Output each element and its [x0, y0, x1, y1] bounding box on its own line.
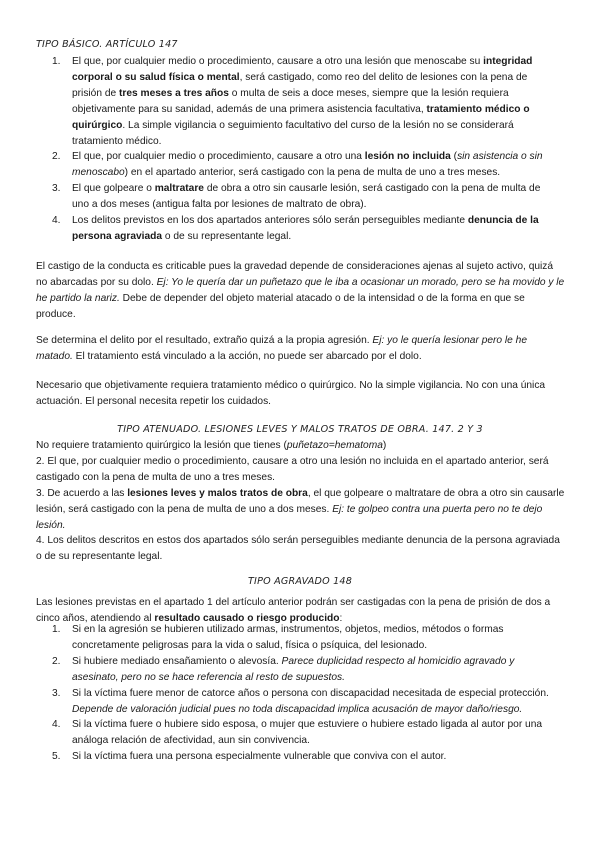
- text-run: Necesario que objetivamente requiera tratamiento médico o quirúrgico. No la simple vigilancia. No con una única actuación. El personal necesita repetir los cuidados.: [36, 380, 546, 407]
- text-run: 3. De acuerdo a las: [36, 487, 128, 499]
- atenuado-line: [36, 438, 566, 454]
- commentary-paragraph: [36, 259, 566, 323]
- atenuado-body: [36, 438, 566, 565]
- italic-text: Ej: te golpeo contra una puerta pero no te dejo lesión.: [36, 503, 543, 531]
- list-item: [36, 181, 548, 213]
- text-run: El tratamiento está vinculado a la acción, no puede ser abarcado por el dolo.: [72, 350, 422, 362]
- italic-text: Depende de valoración judicial pues no toda discapacidad implica acusación de mayor daño/riesgo.: [72, 703, 523, 715]
- list-item: [36, 149, 548, 181]
- list-number: 1.: [52, 56, 61, 67]
- text-run: El que, por cualquier medio o procedimiento, causare a otro una lesión que menoscabe su: [72, 56, 484, 67]
- list-item: [36, 749, 558, 765]
- list-item: [36, 622, 558, 654]
- text-run: Las lesiones previstas en el apartado 1 del artículo anterior podrán ser castigadas con la pena de prisión de dos a cinco años, atendiendo al: [36, 597, 551, 624]
- section-heading-basico: TIPO BÁSICO. ARTÍCULO 147: [36, 39, 178, 50]
- atenuado-line: [36, 486, 566, 534]
- text-run: , será castigado, como reo del delito de lesiones con la pena de prisión de: [72, 71, 528, 99]
- list-number: 1.: [52, 624, 61, 635]
- italic-text: puñetazo=hematoma: [286, 440, 383, 451]
- text-run: El que golpeare o: [72, 183, 155, 195]
- bold-text: lesiones leves y malos tratos de obra: [127, 487, 308, 499]
- text-run: o de su representante legal.: [162, 230, 292, 242]
- list-item: [36, 213, 548, 245]
- bold-text: integridad corporal o su salud física o mental: [72, 56, 533, 83]
- commentary-paragraph: [36, 378, 558, 410]
- list-number: 4.: [52, 215, 61, 227]
- text-run: Se determina el delito por el resultado, extraño quizá a la propia agresión.: [36, 335, 373, 346]
- text-run: de obra a otro sin causarle lesión, será castigado con la pena de multa de uno a dos meses (antigua falta por lesiones de maltrato de obra).: [72, 183, 541, 211]
- bold-text: maltratare: [154, 183, 204, 195]
- article-148-list: [36, 622, 558, 765]
- text-run: (: [450, 151, 458, 163]
- text-run: Si la víctima fuera una persona especialmente vulnerable que conviva con el autor.: [72, 751, 447, 763]
- text-run: :: [339, 612, 343, 624]
- bold-text: tratamiento médico o quirúrgico: [72, 103, 530, 131]
- list-number: 3.: [52, 687, 61, 699]
- text-run: . La simple vigilancia o seguimiento facultativo del curso de la lesión no se considerará tratamiento médico.: [72, 119, 514, 147]
- text-run: Si hubiere mediado ensañamiento o alevosía.: [72, 655, 282, 667]
- text-run: 4. Los delitos descritos en estos dos apartados sólo serán perseguibles mediante denuncia de la persona agraviada o de su representante legal.: [36, 535, 560, 563]
- bold-text: tres meses a tres años: [119, 87, 229, 99]
- atenuado-line: [36, 454, 566, 486]
- text-run: Si en la agresión se hubieren utilizado armas, instrumentos, objetos, medios, métodos o formas concretamente peligrosas para la vida o salud, física o psíquica, del lesionado.: [72, 624, 504, 651]
- section-heading-atenuado: TIPO ATENUADO. LESIONES LEVES Y MALOS TRATOS DE OBRA. 147. 2 Y 3: [117, 424, 483, 435]
- italic-text: sin asistencia o sin menoscabo: [72, 151, 543, 179]
- italic-text: Ej: Yo le quería dar un puñetazo que le iba a ocasionar un morado, pero se ha movido y le he partido la nariz.: [36, 276, 565, 304]
- text-run: El castigo de la conducta es criticable pues la gravedad depende de consideraciones ajenas al sujeto activo, quizá no abarcadas por su dolo.: [36, 261, 554, 288]
- list-number: 3.: [52, 183, 61, 195]
- text-run: Si la víctima fuere menor de catorce años o persona con discapacidad necesitada de especial protección.: [72, 687, 549, 699]
- list-number: 2.: [52, 655, 61, 667]
- bold-text: lesión no incluida: [364, 151, 451, 163]
- text-run: Si la víctima fuere o hubiere sido esposa, o mujer que estuviere o hubiere estado ligada al autor por una análoga relación de afectividad, aun sin convivencia.: [72, 719, 543, 747]
- italic-text: Parece duplicidad respecto al homicidio agravado y asesinato, pero no se hace referencia al resto de supuestos.: [72, 655, 515, 683]
- text-run: No requiere tratamiento quirúrgico la lesión que tienes (: [36, 440, 287, 451]
- list-item: [36, 717, 558, 749]
- list-number: 5.: [52, 751, 61, 763]
- list-number: 4.: [52, 719, 61, 731]
- list-number: 2.: [52, 151, 61, 163]
- article-147-list: [36, 54, 548, 245]
- text-run: o multa de seis a doce meses, siempre que la lesión requiera objetivamente para su sanidad, además de una primera asistencia facultativa,: [72, 87, 509, 115]
- text-run: El que, por cualquier medio o procedimiento, causare a otro una: [72, 151, 365, 163]
- text-run: Debe de depender del objeto material atacado o de la intensidad o de la forma en que se produce.: [36, 292, 525, 320]
- bold-text: denuncia de la persona agraviada: [72, 215, 539, 242]
- text-run: 2. El que, por cualquier medio o procedimiento, causare a otro una lesión no incluida en el apartado anterior, será castigado con la pena de multa de uno a tres meses.: [36, 455, 549, 483]
- list-item: [36, 54, 548, 149]
- list-item: [36, 654, 558, 686]
- atenuado-line: [36, 533, 566, 565]
- list-item: [36, 686, 558, 718]
- text-run: ) en el apartado anterior, será castigado con la pena de multa de uno a tres meses.: [124, 167, 501, 179]
- text-run: Los delitos previstos en los dos apartados anteriores sólo serán perseguibles mediante: [72, 215, 468, 227]
- bold-text: resultado causado o riesgo producido: [154, 612, 340, 624]
- text-run: , el que golpeare o maltratare de obra a otro sin causarle lesión, será castigado con la pena de multa de uno a dos meses.: [36, 487, 565, 515]
- commentary-paragraph: [36, 333, 561, 365]
- italic-text: Ej: yo le quería lesionar pero le he matado.: [36, 335, 528, 362]
- text-run: ): [382, 440, 387, 451]
- section-heading-agravado: TIPO AGRAVADO 148: [248, 576, 352, 587]
